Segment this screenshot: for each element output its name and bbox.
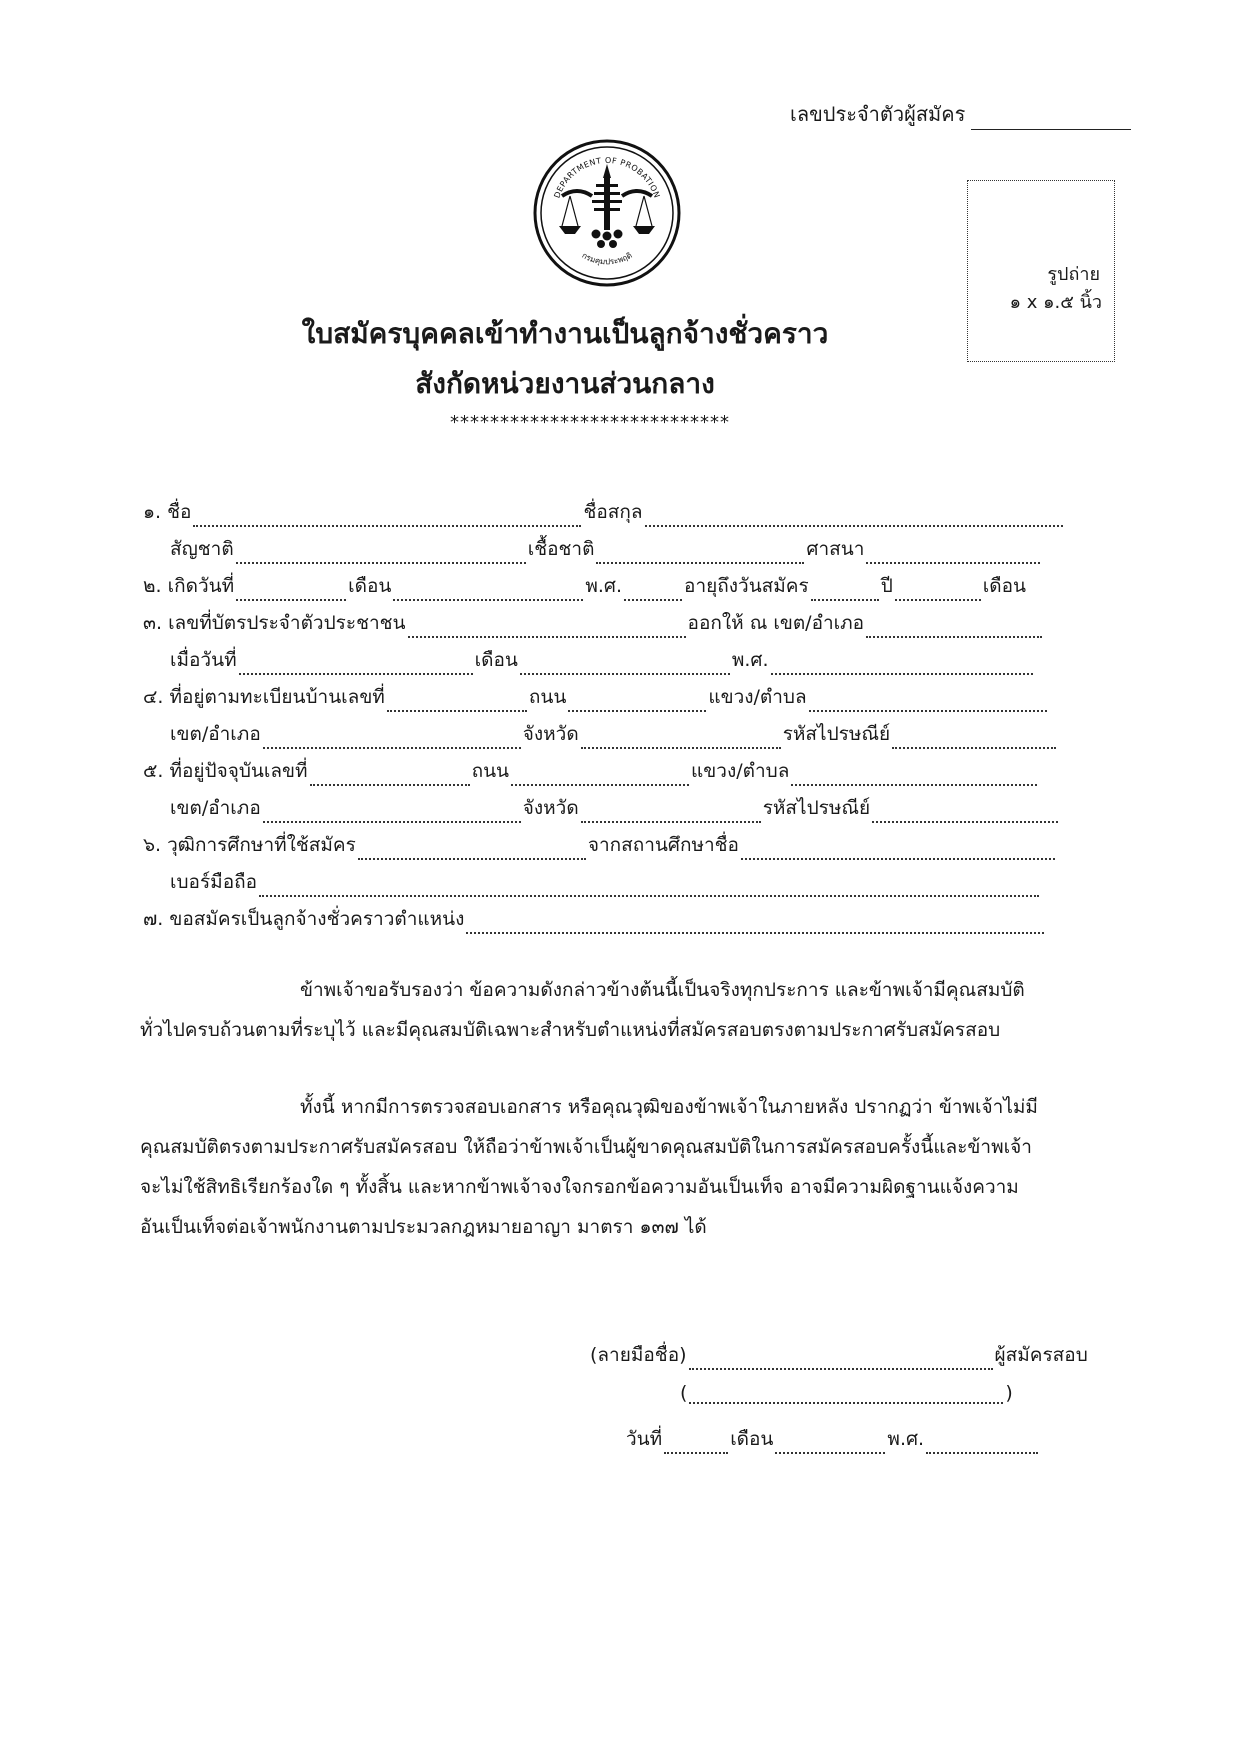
mobile-label: เบอร์มือถือ [170, 871, 258, 893]
printed-name-line [680, 1382, 1013, 1404]
form-row-cur-address [143, 756, 1078, 790]
form-subtitle: สังกัดหน่วยงานส่วนกลาง [415, 367, 715, 400]
religion-field[interactable] [866, 550, 1040, 564]
position-label: ๗. ขอสมัครเป็นลูกจ้างชั่วคราวตำแหน่ง [143, 908, 465, 930]
reg-province-label: จังหวัด [522, 723, 579, 745]
form-row-position [143, 904, 1078, 938]
cur-road-label: ถนน [471, 760, 510, 782]
department-seal-logo [532, 138, 682, 288]
form-row-issue-date [170, 645, 1078, 679]
last-name-field[interactable] [645, 513, 1063, 527]
issue-month-label: เดือน [474, 649, 518, 671]
first-name-label: ๑. ชื่อ [143, 501, 192, 523]
sign-month-label: เดือน [730, 1428, 774, 1450]
reg-road-field[interactable] [568, 698, 706, 712]
signature-label: (ลายมือชื่อ) [590, 1344, 687, 1366]
age-years-field[interactable] [811, 587, 879, 601]
form-row-reg-district [170, 719, 1078, 753]
age-label: อายุถึงวันสมัคร [684, 575, 809, 597]
birth-day-field[interactable] [236, 587, 346, 601]
cur-district-label: เขต/อำเภอ [170, 797, 261, 819]
form-row-name [143, 497, 1078, 531]
reg-postcode-field[interactable] [892, 735, 1056, 749]
form-row-birth [143, 571, 1078, 605]
form-row-reg-address [143, 682, 1078, 716]
birth-year-label: พ.ศ. [585, 575, 623, 597]
form-row-nationality [170, 534, 1078, 568]
certification-line-2: ทั่วไปครบถ้วนตามที่ระบุไว้ และมีคุณสมบัติเฉพาะสำหรับตำแหน่งที่สมัครสอบตรงตามประกาศรับสมัครสอบ [140, 1019, 1001, 1041]
liability-line-2: คุณสมบัติตรงตามประกาศรับสมัครสอบ ให้ถือว่าข้าพเจ้าเป็นผู้ขาดคุณสมบัติในการสมัครสอบครั้งนี้และข้าพเจ้า [140, 1136, 1032, 1158]
form-row-mobile [170, 867, 1078, 901]
issue-year-field[interactable] [771, 661, 1033, 675]
reg-province-field[interactable] [581, 735, 781, 749]
age-months-label: เดือน [982, 575, 1027, 597]
reg-subdistrict-label: แขวง/ตำบล [708, 686, 807, 708]
seal-text-top: DEPARTMENT OF PROBATION [552, 155, 662, 200]
nationality-label: สัญชาติ [170, 538, 234, 560]
cur-district-field[interactable] [263, 809, 521, 823]
cur-province-label: จังหวัด [522, 797, 579, 819]
applicant-id-label: เลขประจำตัวผู้สมัคร [790, 102, 966, 126]
svg-text:กรมคุมประพฤติ [580, 251, 633, 266]
certification-line-1: ข้าพเจ้าขอรับรองว่า ข้อความดังกล่าวข้างต้นนี้เป็นจริงทุกประการ และข้าพเจ้ามีคุณสมบัติ [300, 979, 1025, 1001]
issued-at-label: ออกให้ ณ เขต/อำเภอ [687, 612, 865, 634]
institution-label: จากสถานศึกษาชื่อ [587, 834, 739, 856]
cur-subdistrict-field[interactable] [791, 772, 1037, 786]
applicant-label: ผู้สมัครสอบ [994, 1344, 1088, 1366]
reg-house-field[interactable] [387, 698, 527, 712]
reg-district-label: เขต/อำเภอ [170, 723, 261, 745]
age-years-label: ปี [880, 575, 893, 597]
form-row-id-card [143, 608, 1078, 642]
cur-subdistrict-label: แขวง/ตำบล [691, 760, 790, 782]
mobile-field[interactable] [259, 883, 1039, 897]
cur-house-label: ๕. ที่อยู่ปัจจุบันเลขที่ [143, 760, 308, 782]
id-card-label: ๓. เลขที่บัตรประจำตัวประชาชน [143, 612, 406, 634]
reg-subdistrict-field[interactable] [809, 698, 1047, 712]
cur-house-field[interactable] [310, 772, 470, 786]
cur-province-field[interactable] [581, 809, 761, 823]
sign-month-field[interactable] [775, 1440, 885, 1454]
age-months-field[interactable] [895, 587, 981, 601]
liability-line-4: อันเป็นเท็จต่อเจ้าพนักงานตามประมวลกฎหมายอาญา มาตรา ๑๓๗ ได้ [140, 1216, 707, 1238]
birth-year-field[interactable] [624, 587, 682, 601]
liability-paragraph [140, 1087, 1140, 1247]
seal-text-bottom: กรมคุมประพฤติ [580, 250, 634, 267]
certification-paragraph [140, 970, 1140, 1050]
institution-field[interactable] [741, 846, 1055, 860]
reg-road-label: ถนน [528, 686, 567, 708]
race-label: เชื้อชาติ [527, 538, 595, 560]
birth-day-label: ๒. เกิดวันที่ [143, 575, 235, 597]
cur-postcode-field[interactable] [872, 809, 1058, 823]
liability-line-3: จะไม่ใช้สิทธิเรียกร้องใด ๆ ทั้งสิ้น และหากข้าพเจ้าจงใจกรอกข้อความอันเป็นเท็จ อาจมีความผิดฐานแจ้งความ [140, 1176, 1019, 1198]
id-card-field[interactable] [408, 624, 686, 638]
birth-month-label: เดือน [348, 575, 392, 597]
signature-field[interactable] [689, 1356, 993, 1370]
sign-year-label: พ.ศ. [887, 1428, 925, 1450]
reg-postcode-label: รหัสไปรษณีย์ [782, 723, 891, 745]
title-divider: **************************** [450, 412, 730, 433]
form-title: ใบสมัครบุคคลเข้าทำงานเป็นลูกจ้างชั่วคราว [301, 317, 829, 350]
religion-label: ศาสนา [806, 538, 865, 560]
photo-size-label: ๑ x ๑.๕ นิ้ว [1009, 292, 1102, 313]
issue-day-field[interactable] [239, 661, 473, 675]
paren-open: ( [680, 1382, 688, 1404]
education-label: ๖. วุฒิการศึกษาที่ใช้สมัคร [143, 834, 356, 856]
sign-day-label: วันที่ [626, 1428, 663, 1450]
race-field[interactable] [596, 550, 804, 564]
nationality-field[interactable] [236, 550, 526, 564]
printed-name-field[interactable] [689, 1390, 1003, 1404]
birth-month-field[interactable] [393, 587, 583, 601]
signature-date-line [626, 1424, 1040, 1454]
signature-line [590, 1340, 1088, 1370]
issued-at-field[interactable] [866, 624, 1042, 638]
reg-district-field[interactable] [263, 735, 521, 749]
cur-postcode-label: รหัสไปรษณีย์ [762, 797, 871, 819]
issue-month-field[interactable] [520, 661, 730, 675]
reg-house-label: ๔. ที่อยู่ตามทะเบียนบ้านเลขที่ [143, 686, 385, 708]
form-row-education [143, 830, 1078, 864]
first-name-field[interactable] [193, 513, 581, 527]
paren-close: ) [1005, 1382, 1013, 1404]
applicant-id [790, 98, 1131, 130]
applicant-id-field[interactable] [971, 111, 1131, 130]
last-name-label: ชื่อสกุล [583, 501, 643, 523]
liability-line-1: ทั้งนี้ หากมีการตรวจสอบเอกสาร หรือคุณวุฒิของข้าพเจ้าในภายหลัง ปรากฏว่า ข้าพเจ้าไม่มี [300, 1096, 1038, 1118]
sign-day-field[interactable] [664, 1440, 728, 1454]
issue-day-label: เมื่อวันที่ [170, 649, 237, 671]
cur-road-field[interactable] [511, 772, 689, 786]
position-field[interactable] [466, 920, 1044, 934]
sign-year-field[interactable] [926, 1440, 1038, 1454]
education-field[interactable] [358, 846, 586, 860]
photo-label: รูปถ่าย [1047, 264, 1100, 285]
form-row-cur-district [170, 793, 1078, 827]
issue-year-label: พ.ศ. [731, 649, 769, 671]
